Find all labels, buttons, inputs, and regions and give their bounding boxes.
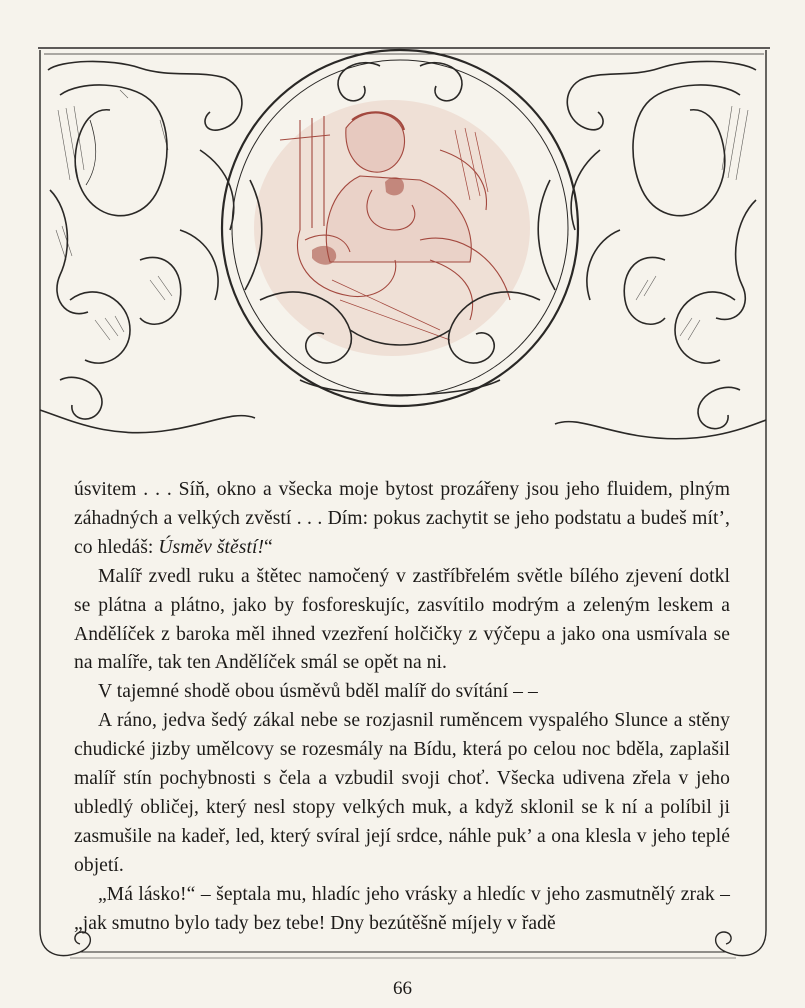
- body-text: [74, 476, 730, 939]
- right-cartouche-icon: [555, 61, 766, 438]
- italic-phrase: Úsměv štěstí!: [158, 536, 265, 558]
- page-number: 66: [393, 978, 412, 999]
- paragraph: A ráno, jedva šedý zákal nebe se rozjasnil ruměncem vyspalého Slunce a stěny chudické jizby umělcovy se rozesmály na Bídu, která po celou noc bděla, zaplašil malíř stín pochybnosti s čela a vzbudil svoji choť. Všecka udivena zřela v jeho ubledlý obličej, který nesl stopy velkých muk, a když sklonil se k ní a políbil ji zasmušile na kadeř, led, který svíral její srdce, náhle puk’ a ona klesla v jeho teplé objetí.: [74, 710, 730, 876]
- closing-quote: “: [264, 536, 273, 558]
- paragraph: Malíř zvedl ruku a štětec namočený v zastříbřelém světle bílého zjevení dotkl se plátna a plátno, jako by fosforeskujíc, zasvítilo modrým a zeleným leskem a Andělíček z baroka měl ihned vzezření holčičky z výčepu a jako ona usmívala se na malíře, tak ten Andělíček smál se opět na ni.: [74, 565, 730, 674]
- paragraph: „Má lásko!“ – šeptala mu, hladíc jeho vrásky a hledíc v jeho zasmutnělý zrak – „jak smutno bylo tady bez tebe! Dny bezútěšně míjely v řadě: [74, 883, 730, 934]
- paragraph: [74, 476, 730, 563]
- paragraph-text: úsvitem . . . Síň, okno a všecka moje bytost prozářeny jsou jeho fluidem, plným záhadných a velkých zvěstí . . . Dím: pokus zachytit se jeho podstatu a budeš mít’, co hledáš:: [74, 479, 730, 558]
- paragraph: V tajemné shodě obou úsměvů bděl malíř do svítání – –: [98, 681, 538, 703]
- vignette-illustration-icon: [254, 100, 530, 356]
